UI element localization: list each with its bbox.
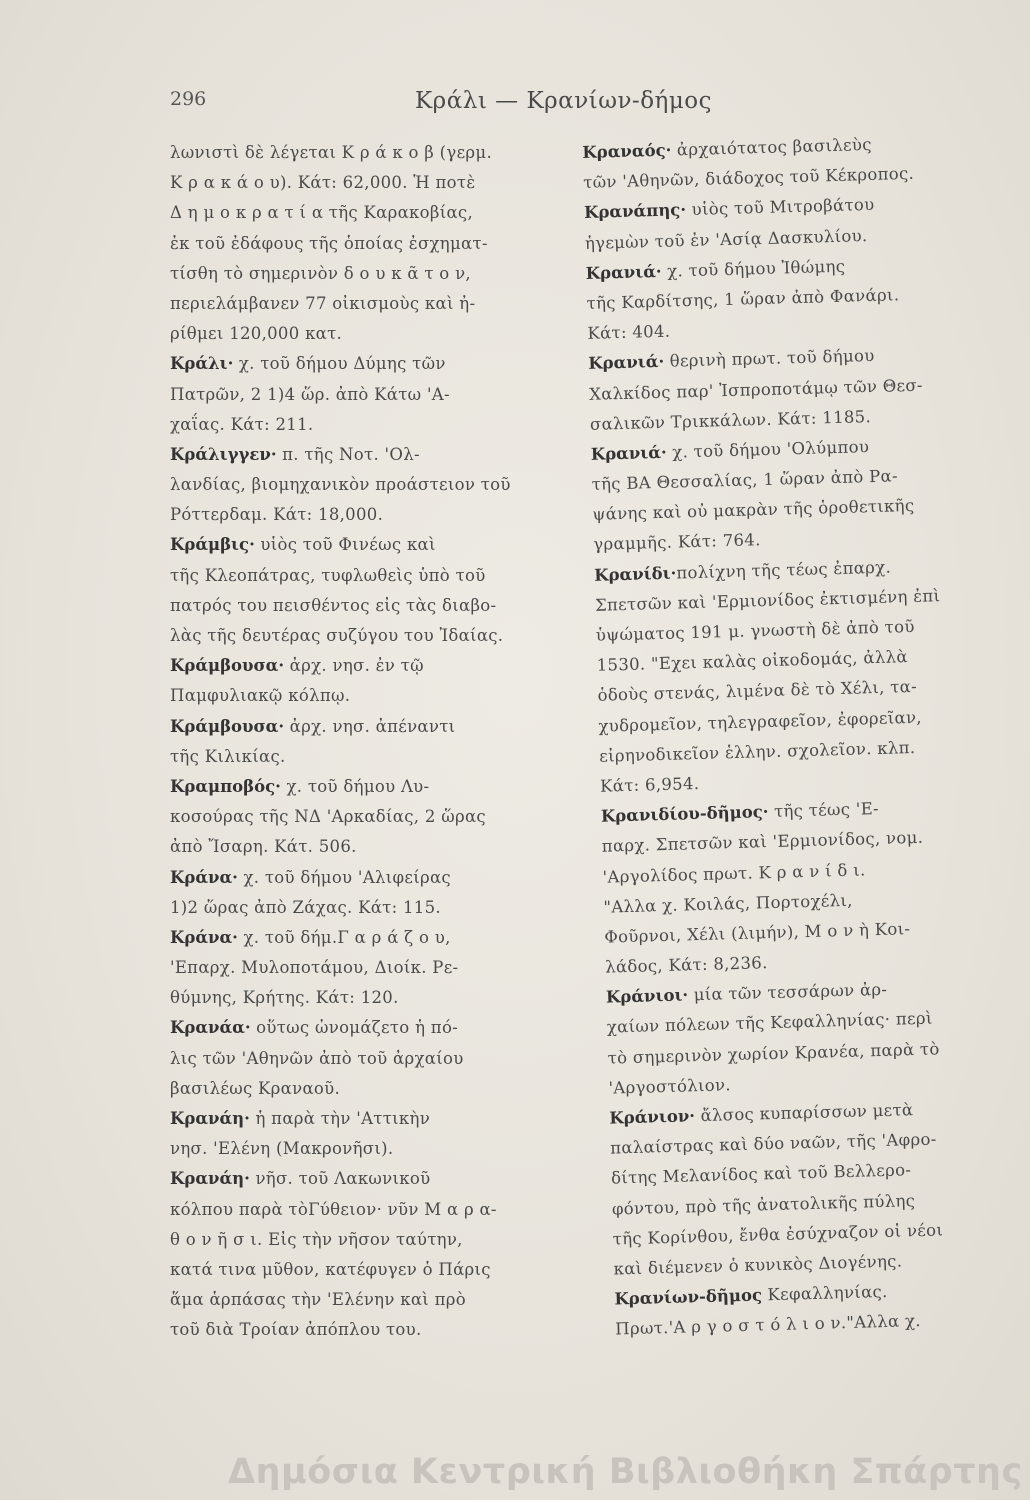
text-line (170, 893, 530, 923)
entry-text: τοῦ διὰ Τροίαν ἀπόπλου του. (170, 1320, 422, 1340)
text-line (170, 1013, 530, 1043)
entry-headword: Κράμβις· (170, 535, 255, 555)
text-line (170, 229, 530, 259)
entry-text: Κ ρ α κ ά ο υ). Κάτ: 62,000. Ἡ ποτὲ (170, 173, 476, 193)
left-column (170, 138, 530, 1346)
entry-text: νῆσ. τοῦ Λακωνικοῦ (249, 1169, 431, 1189)
entry-headword: Κράνιον· (609, 1106, 696, 1128)
entry-text: βασιλέως Κραναοῦ. (170, 1078, 341, 1098)
text-line (170, 1104, 530, 1134)
entry-text: δίτης Μελανίδος καὶ τοῦ Βελλερο- (610, 1160, 912, 1188)
page-header (170, 88, 890, 128)
entry-text: Κάτ: 6,954. (599, 773, 700, 796)
entry-text: Παμφυλιακῷ κόλπῳ. (170, 686, 351, 706)
entry-text: χ. τοῦ δήμ.Γ α ρ ά ζ ο υ, (237, 927, 451, 947)
text-line (170, 1134, 530, 1164)
entry-text: 1530. "Εχει καλὰς οἰκοδομάς, ἀλλὰ (596, 647, 909, 675)
entry-text: ὁδοὺς στενάς, λιμένα δὲ τὸ Χέλι, τα- (597, 677, 918, 706)
entry-text: "Αλλα χ. Κοιλάς, Πορτοχέλι, (603, 890, 853, 917)
entry-text: κατά τινα μῦθον, κατέφυγεν ὁ Πάρις (170, 1259, 491, 1279)
entry-text: περιελάμβανεν 77 οἰκισμοὺς καὶ ἠ- (170, 293, 476, 313)
entry-headword: Κρανιδίου-δῆμος· (600, 802, 769, 826)
entry-text: ἡγεμὼν τοῦ ἐν 'Ασίᾳ Δασκυλίου. (584, 225, 868, 253)
text-line (170, 772, 530, 802)
entry-text: τῆς ΒΑ Θεσσαλίας, 1 ὥραν ἀπὸ Ρα- (591, 466, 899, 494)
entry-text: π. τῆς Νοτ. 'Ολ- (276, 444, 420, 464)
entry-text: 'Επαρχ. Μυλοποτάμου, Διοίκ. Ρε- (170, 958, 459, 978)
entry-text: ρίθμει 120,000 κατ. (170, 324, 343, 344)
entry-text: φόντου, πρὸ τῆς ἀνατολικῆς πύλης (611, 1190, 916, 1219)
entry-text: τῆς τέως 'Ε- (768, 799, 880, 822)
text-line (170, 530, 530, 560)
entry-text: πολίχνη τῆς τέως ἐπαρχ. (676, 557, 892, 583)
text-line (170, 1074, 530, 1104)
entry-text: χ. τοῦ δήμου 'Αλιφείρας (237, 867, 451, 887)
entry-text: ἀρχαιότατος βασιλεὺς (671, 134, 872, 160)
entry-text: μία τῶν τεσσάρων ἀρ- (687, 980, 888, 1005)
text-line (170, 470, 530, 500)
entry-headword: Κρανάπης· (583, 200, 687, 223)
text-line (170, 1195, 530, 1225)
entry-headword: Κράνα· (170, 867, 238, 887)
entry-text: ὑψώματος 191 μ. γνωστὴ δὲ ἀπὸ τοῦ (595, 616, 915, 645)
text-line (170, 621, 530, 651)
text-line (170, 380, 530, 410)
entry-text: λὰς τῆς δευτέρας συζύγου του Ἰδαίας. (170, 626, 504, 645)
entry-headword: Κράμβουσα· (170, 716, 285, 736)
entry-text: Πρωτ.'Α ρ γ ο σ τ ό λ ι ο ν."Αλλα χ. (615, 1311, 922, 1339)
right-column (582, 128, 976, 1345)
entry-text: χαίων πόλεων τῆς Κεφαλληνίας· περὶ (606, 1008, 933, 1038)
entry-text: Δ η μ ο κ ρ α τ ί α τῆς Καρακοβίας, (170, 203, 473, 223)
text-line (170, 168, 530, 198)
text-line (170, 500, 530, 530)
entry-text: ἐκ τοῦ ἐδάφους τῆς ὁποίας ἐσχηματ- (170, 233, 488, 253)
entry-text: οὕτως ὠνομάζετο ἡ πό- (250, 1018, 459, 1038)
text-line (170, 832, 530, 862)
entry-text: λις τῶν 'Αθηνῶν ἀπὸ τοῦ ἀρχαίου (170, 1048, 464, 1068)
text-line (170, 198, 530, 228)
entry-text: τίσθη τὸ σημερινὸν δ ο υ κ ᾶ τ ο ν, (170, 263, 471, 283)
entry-text: Κεφαλληνίας. (761, 1282, 888, 1305)
entry-text: χ. τοῦ δήμου 'Ολύμπου (666, 436, 870, 462)
entry-headword: Κρανιά· (590, 442, 667, 464)
text-line (170, 983, 530, 1013)
entry-text: σαλικῶν Τρικκάλων. Κάτ: 1185. (589, 406, 872, 434)
entry-text: τῆς Κλεοπάτρας, τυφλωθεὶς ὑπὸ τοῦ (170, 565, 486, 585)
entry-text: Χαλκίδος παρ' Ἰσπροποτάμῳ τῶν Θεσ- (588, 375, 924, 404)
entry-text: θερινὴ πρωτ. τοῦ δήμου (663, 346, 875, 372)
entry-text: χ. τοῦ δήμου Λυ- (280, 776, 430, 796)
entry-headword: Κρανάη· (170, 1169, 250, 1189)
entry-text: χυδρομεῖον, τηλεγραφεῖον, ἐφορεῖαν, (598, 707, 923, 736)
entry-text: 1)2 ὥρας ἀπὸ Ζάχας. Κάτ: 115. (170, 897, 441, 917)
text-line (170, 138, 530, 168)
entry-text: ἅμα ἁρπάσας τὴν 'Ελένην καὶ πρὸ (170, 1290, 466, 1310)
entry-headword: Κρανάη· (170, 1109, 250, 1128)
entry-text: λανδίας, βιομηχανικὸν προάστειον τοῦ (170, 475, 511, 495)
entry-text: τῶν 'Αθηνῶν, διάδοχος τοῦ Κέκροπος. (582, 163, 915, 193)
entry-text: παρχ. Σπετσῶν καὶ 'Ερμιονίδος, νομ. (601, 828, 924, 857)
entry-text: λωνιστὶ δὲ λέγεται Κ ρ ά κ ο β (γερμ. (170, 143, 492, 162)
entry-text: εἰρηνοδικεῖον ἑλλην. σχολεῖον. κλπ. (598, 737, 916, 766)
text-line (170, 802, 530, 832)
library-watermark: Δημόσια Κεντρική Βιβλιοθήκη Σπάρτης (228, 1452, 1023, 1492)
text-line (170, 953, 530, 983)
entry-headword: Κρανίων-δῆμος (614, 1285, 763, 1309)
text-line (170, 319, 530, 349)
entry-text: ἡ παρὰ τὴν 'Αττικὴν (249, 1109, 431, 1128)
entry-text: λάδος, Κάτ: 8,236. (604, 953, 768, 977)
entry-text: γραμμῆς. Κάτ: 764. (593, 530, 761, 555)
entry-headword: Κρανίδι· (593, 563, 677, 585)
text-line (170, 712, 530, 742)
entry-text: κόλπου παρὰ τὸΓύθειον· νῦν Μ α ρ α- (170, 1199, 497, 1219)
entry-text: τῆς Καρδίτσης, 1 ὥραν ἀπὸ Φανάρι. (586, 285, 900, 313)
text-line (170, 1044, 530, 1074)
entry-text: ἄλσος κυπαρίσσων μετὰ (694, 1100, 914, 1126)
text-line (170, 742, 530, 772)
entry-headword: Κρανιά· (585, 261, 662, 283)
entry-headword: Κράνιοι· (605, 985, 689, 1007)
text-line (170, 1315, 530, 1345)
text-line (170, 651, 530, 681)
entry-text: Πατρῶν, 2 1)4 ὥρ. ἀπὸ Κάτω 'Α- (170, 384, 450, 404)
entry-text: χ. τοῦ δήμου Ἰθώμης (661, 256, 846, 281)
entry-text: πατρός του πεισθέντος εἰς τὰς διαβο- (170, 595, 497, 615)
text-line (170, 1285, 530, 1315)
entry-text: θ ο ν ῆ σ ι. Εἰς τὴν νῆσον ταύτην, (170, 1229, 463, 1249)
text-line (170, 1164, 530, 1194)
text-line (170, 681, 530, 711)
entry-headword: Κρανάα· (170, 1018, 251, 1038)
entry-text: Ρόττερδαμ. Κάτ: 18,000. (170, 505, 384, 525)
entry-text: 'Αργοστόλιον. (608, 1075, 732, 1098)
running-head: Κράλι — Κρανίων-δήμος (415, 88, 713, 114)
entry-text: τῆς Κιλικίας. (170, 746, 286, 766)
entry-headword: Κράνα· (170, 927, 238, 947)
entry-text: ἀρχ. νησ. ἀπέναντι (284, 716, 456, 736)
text-line (170, 440, 530, 470)
entry-text: Σπετσῶν καὶ 'Ερμιονίδος ἐκτισμένη ἐπὶ (594, 585, 941, 615)
entry-text: παλαίστρας καὶ δύο ναῶν, τῆς 'Αφρο- (609, 1129, 937, 1158)
entry-text: Φοῦρνοι, Χέλι (λιμήν), Μ ο ν ὴ Κοι- (604, 919, 911, 947)
text-line (170, 349, 530, 379)
text-line (170, 923, 530, 953)
entry-text: καὶ διέμενεν ὁ κυνικὸς Διογένης. (613, 1251, 903, 1279)
entry-text: 'Αργολίδος πρωτ. Κ ρ α ν ί δ ι. (602, 859, 866, 887)
text-line (170, 410, 530, 440)
entry-text: χ. τοῦ δήμου Δύμης τῶν (233, 354, 446, 374)
entry-headword: Κράμβουσα· (170, 656, 285, 676)
entry-text: τῆς Κορίνθου, ἔνθα ἐσύχναζον οἱ νέοι (612, 1220, 944, 1249)
entry-text: υἱὸς τοῦ Μιτροβάτου (685, 195, 875, 220)
entry-text: υἱὸς τοῦ Φινέως καὶ (254, 535, 436, 555)
entry-text: χαΐας. Κάτ: 211. (170, 414, 314, 434)
text-line (170, 1255, 530, 1285)
entry-text: τὸ σημερινὸν χωρίον Κρανέα, παρὰ τὸ (607, 1039, 940, 1068)
text-line (170, 259, 530, 289)
entry-headword: Κράλι· (170, 354, 234, 374)
entry-headword: Κράλιγγεν· (170, 444, 277, 464)
entry-text: νησ. 'Ελένη (Μακρονῆσι). (170, 1139, 394, 1159)
text-line (170, 863, 530, 893)
page-number: 296 (170, 88, 207, 110)
text-line (170, 561, 530, 591)
text-line (170, 591, 530, 621)
entry-text: ἀρχ. νησ. ἐν τῷ (284, 656, 424, 676)
entry-text: ψάνης καὶ οὐ μακρὰν τῆς ὁροθετικῆς (592, 496, 915, 525)
entry-text: κοσούρας τῆς ΝΔ 'Αρκαδίας, 2 ὥρας (170, 807, 486, 827)
text-line (170, 289, 530, 319)
entry-headword: Κραναός· (582, 140, 672, 162)
entry-headword: Κραμποβός· (170, 776, 281, 796)
entry-text: θύμνης, Κρήτης. Κάτ: 120. (170, 988, 399, 1008)
entry-headword: Κρανιά· (588, 352, 665, 374)
text-line (170, 1225, 530, 1255)
entry-text: ἀπὸ Ἴσαρη. Κάτ. 506. (170, 837, 357, 857)
entry-text: Κάτ: 404. (587, 321, 671, 344)
